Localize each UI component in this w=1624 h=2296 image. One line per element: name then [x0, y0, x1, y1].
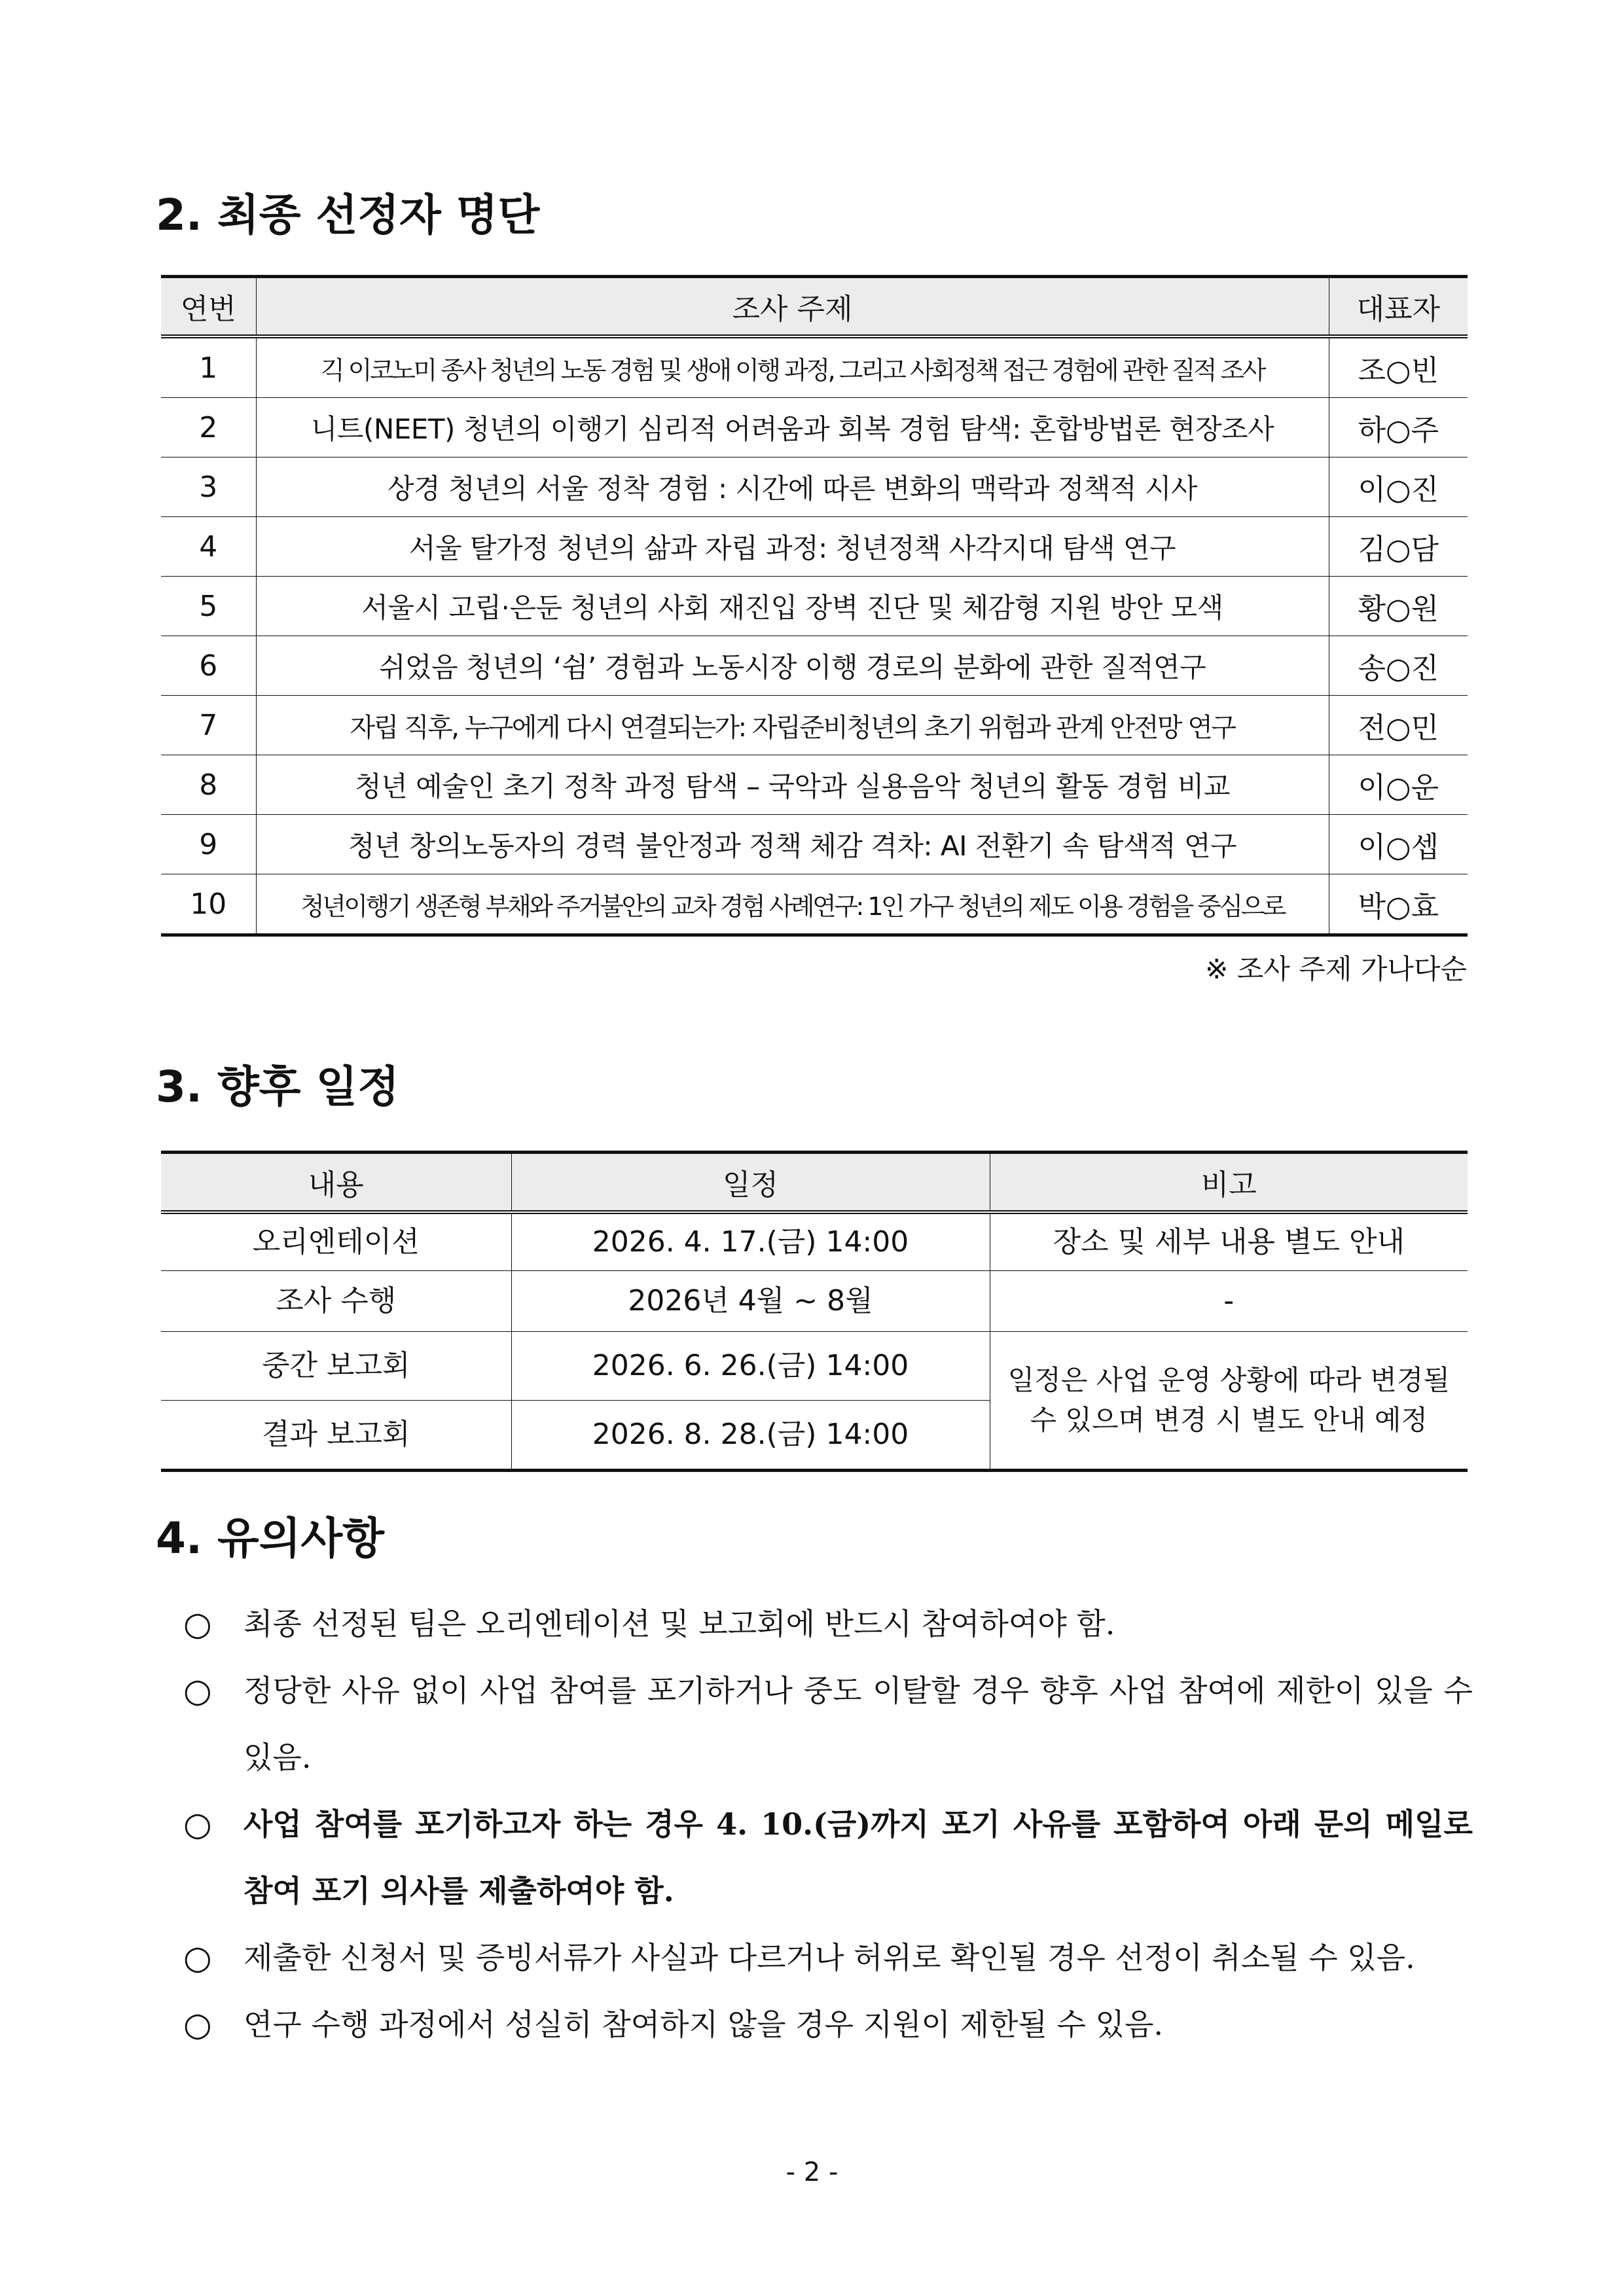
row-representative: 전○민	[1329, 696, 1468, 755]
row-representative: 이○셉	[1329, 815, 1468, 874]
list-item	[183, 1791, 1473, 1924]
table-row	[161, 1271, 1468, 1332]
row-topic: 긱 이코노미 종사 청년의 노동 경험 및 생애 이행 과정, 그리고 사회정책 접근 경험에 관한 질적 조사	[256, 336, 1329, 398]
row-topic: 청년이행기 생존형 부채와 주거불안의 교차 경험 사례연구: 1인 가구 청년의 제도 이용 경험을 중심으로	[256, 874, 1329, 935]
section-title-schedule: 3. 향후 일정	[156, 1062, 399, 1112]
row-topic: 자립 직후, 누구에게 다시 연결되는가: 자립준비청년의 초기 위험과 관계 안전망 연구	[256, 696, 1329, 755]
row-no: 4	[161, 517, 256, 577]
row-remark: 장소 및 세부 내용 별도 안내	[990, 1212, 1468, 1271]
table-header-row	[161, 1153, 1468, 1213]
row-no: 6	[161, 636, 256, 696]
table-row	[161, 577, 1468, 636]
table-row	[161, 874, 1468, 935]
row-representative: 조○빈	[1329, 336, 1468, 398]
row-content: 조사 수행	[161, 1271, 511, 1332]
row-no: 7	[161, 696, 256, 755]
row-representative: 김○담	[1329, 517, 1468, 577]
row-remark-merged: 일정은 사업 운영 상황에 따라 변경될 수 있으며 변경 시 별도 안내 예정	[990, 1332, 1468, 1471]
row-no: 3	[161, 457, 256, 517]
table-row	[161, 696, 1468, 755]
row-remark: -	[990, 1271, 1468, 1332]
notice-list	[183, 1590, 1473, 2058]
row-topic: 니트(NEET) 청년의 이행기 심리적 어려움과 회복 경험 탐색: 혼합방법론 현장조사	[256, 398, 1329, 457]
table-row	[161, 755, 1468, 815]
circle-bullet-icon: ○	[183, 1805, 212, 1843]
row-date: 2026년 4월 ~ 8월	[511, 1271, 990, 1332]
row-representative: 이○운	[1329, 755, 1468, 815]
header-representative: 대표자	[1329, 277, 1468, 337]
table-row	[161, 636, 1468, 696]
row-topic: 서울시 고립·은둔 청년의 사회 재진입 장벽 진단 및 체감형 지원 방안 모색	[256, 577, 1329, 636]
list-item	[183, 1924, 1473, 1991]
list-item	[183, 1991, 1473, 2058]
row-topic: 서울 탈가정 청년의 삶과 자립 과정: 청년정책 사각지대 탐색 연구	[256, 517, 1329, 577]
row-no: 10	[161, 874, 256, 935]
header-content: 내용	[161, 1153, 511, 1213]
table-row	[161, 398, 1468, 457]
table-row	[161, 517, 1468, 577]
circle-bullet-icon: ○	[183, 2005, 212, 2043]
list-item	[183, 1590, 1473, 1657]
header-remark: 비고	[990, 1153, 1468, 1213]
row-topic: 상경 청년의 서울 정착 경험 : 시간에 따른 변화의 맥락과 정책적 시사	[256, 457, 1329, 517]
header-no: 연번	[161, 277, 256, 337]
header-topic: 조사 주제	[256, 277, 1329, 337]
row-representative: 하○주	[1329, 398, 1468, 457]
row-no: 9	[161, 815, 256, 874]
final-selection-table	[161, 275, 1468, 937]
row-topic: 청년 예술인 초기 정착 과정 탐색 – 국악과 실용음악 청년의 활동 경험 비교	[256, 755, 1329, 815]
section-title-final-list: 2. 최종 선정자 명단	[156, 190, 540, 240]
circle-bullet-icon: ○	[183, 1939, 212, 1977]
sort-order-note: ※ 조사 주제 가나다순	[1205, 953, 1467, 985]
notice-text: 정당한 사유 없이 사업 참여를 포기하거나 중도 이탈할 경우 향후 사업 참여에 제한이 있을 수 있음.	[244, 1673, 1473, 1775]
row-content: 중간 보고회	[161, 1332, 511, 1401]
row-representative: 이○진	[1329, 457, 1468, 517]
table-row	[161, 1332, 1468, 1401]
section-title-notices: 4. 유의사항	[156, 1513, 384, 1564]
notice-text: 연구 수행 과정에서 성실히 참여하지 않을 경우 지원이 제한될 수 있음.	[244, 2007, 1164, 2042]
table-row	[161, 1212, 1468, 1271]
row-no: 8	[161, 755, 256, 815]
row-no: 2	[161, 398, 256, 457]
row-date: 2026. 4. 17.(금) 14:00	[511, 1212, 990, 1271]
notice-text: 최종 선정된 팀은 오리엔테이션 및 보고회에 반드시 참여하여야 함.	[244, 1606, 1115, 1641]
row-content: 오리엔테이션	[252, 1225, 420, 1259]
circle-bullet-icon: ○	[183, 1672, 212, 1710]
row-representative: 박○효	[1329, 874, 1468, 935]
notice-text: 사업 참여를 포기하고자 하는 경우 4. 10.(금)까지 포기 사유를 포함하여 아래 문의 메일로 참여 포기 의사를 제출하여야 함.	[244, 1806, 1473, 1909]
row-content: 결과 보고회	[161, 1401, 511, 1471]
list-item	[183, 1657, 1473, 1791]
row-no: 1	[199, 351, 218, 385]
circle-bullet-icon: ○	[183, 1605, 212, 1643]
table-row	[161, 336, 1468, 398]
row-date: 2026. 8. 28.(금) 14:00	[511, 1401, 990, 1471]
row-representative: 송○진	[1329, 636, 1468, 696]
row-date: 2026. 6. 26.(금) 14:00	[511, 1332, 990, 1401]
header-date: 일정	[511, 1153, 990, 1213]
row-topic: 쉬었음 청년의 ‘쉼’ 경험과 노동시장 이행 경로의 분화에 관한 질적연구	[256, 636, 1329, 696]
row-no: 5	[161, 577, 256, 636]
notice-text: 제출한 신청서 및 증빙서류가 사실과 다르거나 허위로 확인될 경우 선정이 취소될 수 있음.	[244, 1940, 1415, 1975]
table-row	[161, 457, 1468, 517]
row-topic: 청년 창의노동자의 경력 불안정과 정책 체감 격차: AI 전환기 속 탐색적 연구	[256, 815, 1329, 874]
schedule-table	[161, 1151, 1468, 1472]
table-header-row	[161, 277, 1468, 337]
page-number: - 2 -	[785, 2157, 839, 2187]
table-row	[161, 815, 1468, 874]
row-representative: 황○원	[1329, 577, 1468, 636]
